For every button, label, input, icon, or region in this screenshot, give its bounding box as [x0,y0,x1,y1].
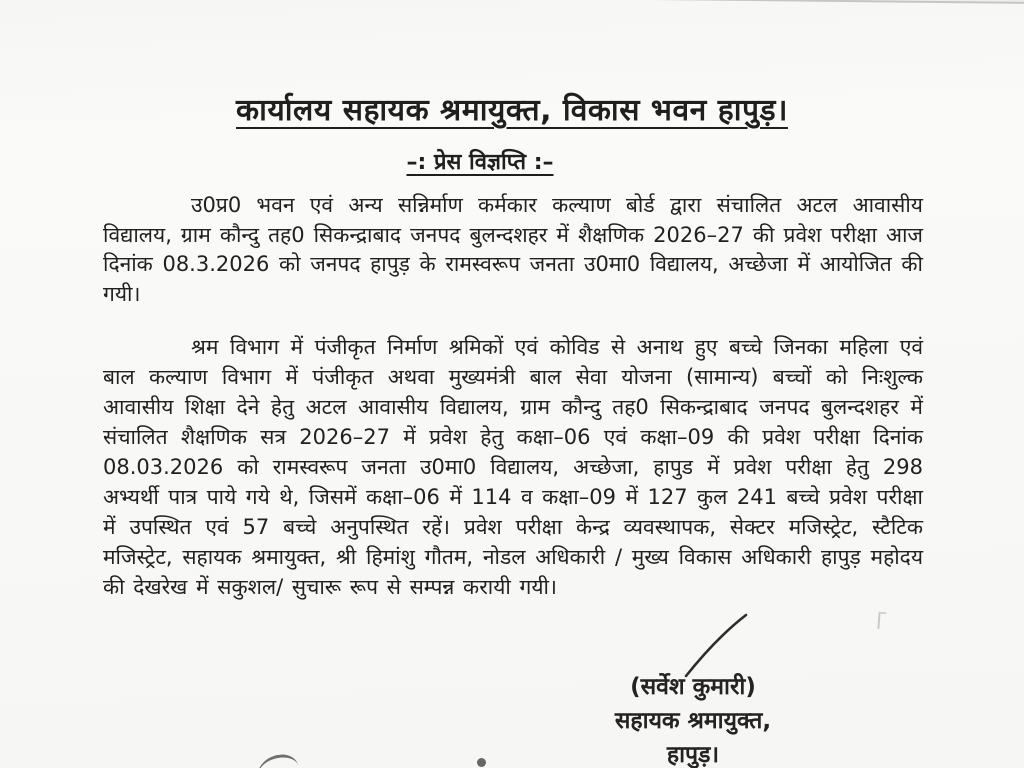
signatory-designation: सहायक श्रमायुक्त, [614,708,772,734]
cutoff-text-artifact [255,753,299,768]
paragraph-exam-details: श्रम विभाग में पंजीकृत निर्माण श्रमिकों एवं कोविड से अनाथ हुए बच्चे जिनका महिला एवं बाल कल्याण विभाग में पंजीकृत अथवा मुख्यमंत्री बाल सेवा योजना (सामान्य) बच्चों को निःशुल्क आवासीय शिक्षा देने हेतु अटल आवासीय विद्यालय, ग्राम कौन्दु तह0 सिकन्द्राबाद जनपद बुलन्दशहर में संचालित शैक्षणिक सत्र 2026–27 में प्रवेश हेतु कक्षा–06 एवं कक्षा–09 की प्रवेश परीक्षा दिनांक 08.03.2026 को रामस्वरूप जनता उ0मा0 विद्यालय, अच्छेजा, हापुड में प्रवेश परीक्षा हेतु 298 अभ्यर्थी पात्र पाये गये थे, जिसमें कक्षा–06 में 114 व कक्षा–09 में 127 कुल 241 बच्चे प्रवेश परीक्षा में उपस्थित एवं 57 बच्चे अनुपस्थित रहें। प्रवेश परीक्षा केन्द्र व्यवस्थापक, सेक्टर मजिस्ट्रेट, स्टैटिक मजिस्ट्रेट, सहायक श्रमायुक्त, श्री हिमांशु गौतम, नोडल अधिकारी / मुख्य विकास अधिकारी हापुड़ महोदय की देखरेख में सकुशल/ सुचारू रूप से सम्पन्न करायी गयी। [103,335,923,599]
page-top-edge-crease [0,0,1024,4]
paragraph-exam-held: उ0प्र0 भवन एवं अन्य सन्निर्माण कर्मकार कल्याण बोर्ड द्वारा संचालित अटल आवासीय विद्यालय, ग्राम कौन्दु तह0 सिकन्द्राबाद जनपद बुलन्दशहर में शैक्षणिक 2026–27 की प्रवेश परीक्षा आज दिनांक 08.3.2026 को जनपद हापुड़ के रामस्वरूप जनता उ0मा0 विद्यालय, अच्छेजा में आयोजित की गयी। [103,193,923,306]
document-subtitle: –: प्रेस विज्ञप्ति :– [406,150,554,175]
cutoff-text-dot-artifact [477,758,486,767]
document-title: कार्यालय सहायक श्रमायुक्त, विकास भवन हापुड़। [236,93,788,128]
signature-block [590,670,796,768]
signatory-name: (सर्वेश कुमारी) [630,674,756,700]
signatory-place: हापुड़। [666,742,720,768]
scan-smudge-mark [877,612,886,630]
